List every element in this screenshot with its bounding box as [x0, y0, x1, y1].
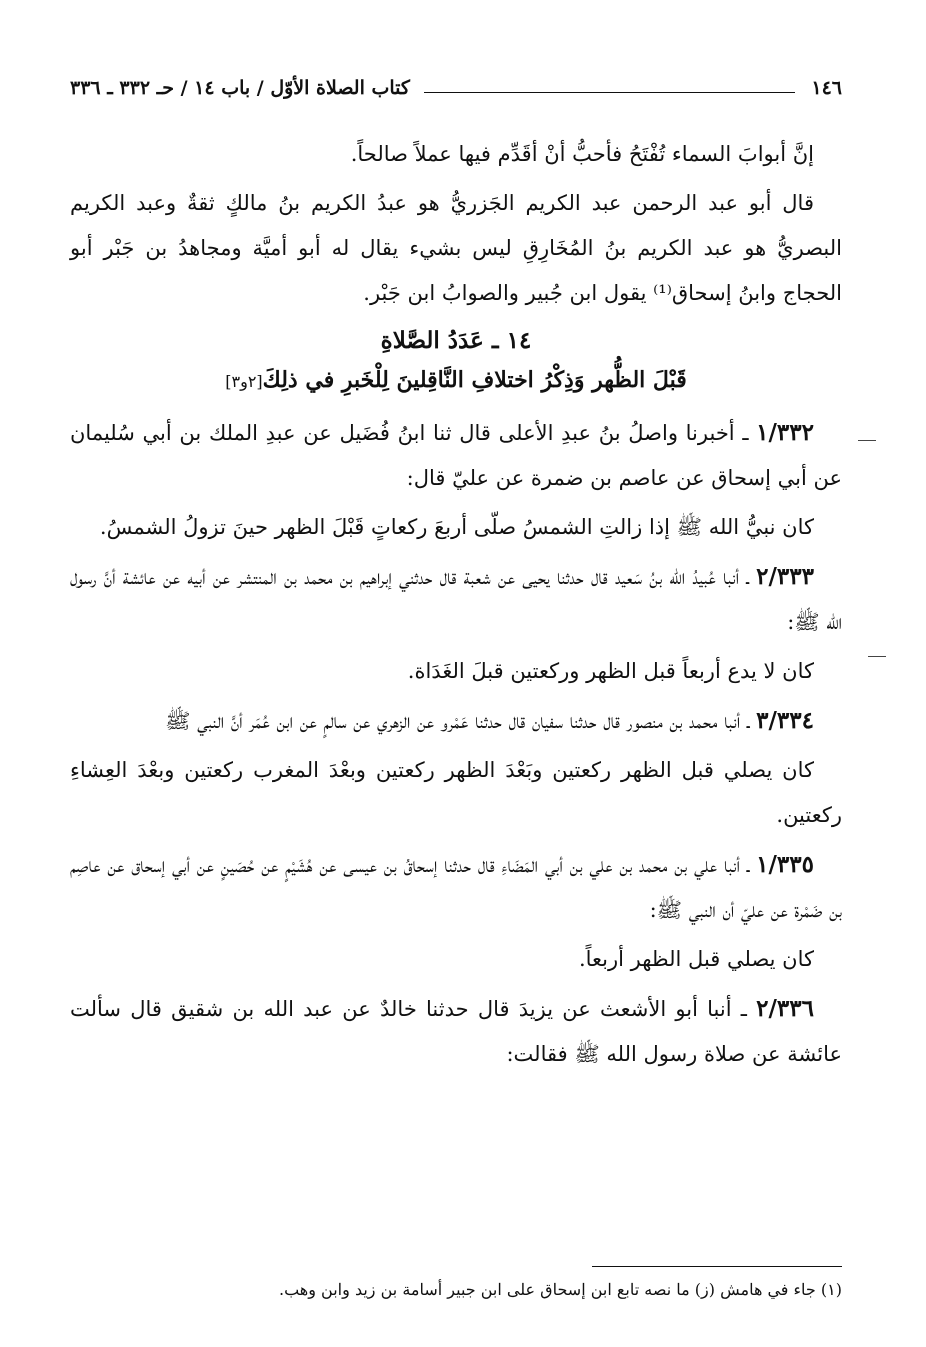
page-number: ١٤٦ [811, 77, 842, 99]
chapter-subtitle-text: قَبْلَ الظُّهر وَذِكْرُ اختلافِ النَّاقِلينَ لِلْخَبرِ في ذلِكَ [262, 367, 687, 393]
paragraph-hadith-end: إنَّ أبوابَ السماء تُفْتَحُ فأحبُّ أنْ أقَدِّم فيها عملاً صالحاً. [350, 142, 814, 166]
hadith-isnad: ـ أنبا علي بن محمد بن علي بن أبي المَضَاءِ قال حدثنا إسحاقُ بن عيسى عن هُشَيْمٍ عن حُصَينٍ عن أبي إسحاق عن عاصِم بن ضَمْرة عن عليّ أن النبي ﷺ: [70, 853, 842, 922]
hadith-334 [70, 698, 842, 744]
hadith-isnad: ـ أنبا عُبيدُ الله بنُ سَعيد قال حدثنا يحيى عن شعبة قال حدثني إبراهيم بن محمد بن المنتشر عن أبيه عن عائشة أنَّ رسول الله ﷺ: [70, 565, 842, 634]
margin-mark-1 [858, 440, 876, 441]
footnote: (١) جاء في هامش (ز) ما نصه تابع ابن إسحاق على ابن جبير أسامة بن زيد وابن وهب. [279, 1280, 842, 1299]
hadith-matn: كان يصلي قبل الظهر ركعتين وبَعْدَ الظهر ركعتين وبعْدَ المغرب ركعتين وبعْدَ العِشاءِ ركعتين. [70, 758, 842, 827]
hadith-matn: كان يصلي قبل الظهر أربعاً. [578, 947, 814, 971]
document-page [70, 70, 842, 1310]
chapter-ref: [٢و٣] [225, 372, 263, 391]
hadith-number: ٢/٣٣٣ [756, 563, 814, 590]
running-header [70, 72, 842, 104]
paragraph-commentary: قال أبو عبد الرحمن عبد الكريم الجَزريُّ هو عبدُ الكريم بنُ مالكٍ ثقةٌ وعبد الكريم البصريُّ هو عبد الكريم بنُ المُخَارِقِ ليس بشيء يقال له أبو أميَّة ومجاهدُ بن جَبْر أبو الحجاج وابنُ إسحاق⁽¹⁾ يقول ابن جُبير والصوابُ ابن جَبْر. [70, 191, 842, 305]
page-body [70, 132, 842, 1081]
hadith-matn: كان نبيُّ الله ﷺ إذا زالتِ الشمسُ صلّى أربعَ ركعاتٍ قَبْلَ الظهر حينَ تزولُ الشمسُ. [99, 515, 814, 539]
hadith-number: ١/٣٣٥ [756, 851, 814, 878]
margin-mark-2 [868, 656, 886, 657]
hadith-number: ٣/٣٣٤ [756, 707, 814, 734]
hadith-isnad: ـ أخبرنا واصلُ بنُ عبدِ الأعلى قال ثنا ابنُ فُضَيل عن عبدِ الملك بن أبي سُليمان عن أبي إسحاق عن عاصم بن ضمرة عن عليّ قال: [70, 421, 842, 490]
hadith-matn: كان لا يدع أربعاً قبل الظهر وركعتين قبلَ الغَدَاة. [407, 659, 814, 683]
running-title: كتاب الصلاة الأوّل / باب ١٤ / حـ ٣٣٢ ـ ٣٣٦ [70, 77, 410, 99]
hadith-336 [70, 986, 842, 1077]
hadith-333 [70, 554, 842, 645]
chapter-title: ١٤ ـ عَدَدُ الصَّلاةِ [380, 327, 532, 354]
chapter-subtitle [70, 360, 842, 402]
hadith-number: ١/٣٣٢ [756, 419, 814, 446]
hadith-number: ٢/٣٣٦ [756, 995, 814, 1022]
hadith-332 [70, 410, 842, 501]
hadith-isnad: ـ أنبا محمد بن منصور قال حدثنا سفيان قال حدثنا عَمْرو عن الزهري عن سالمٍ عن ابن عُمَر أنَّ النبي ﷺ [165, 709, 757, 733]
footnote-rule [592, 1266, 842, 1267]
hadith-335 [70, 842, 842, 933]
header-rule [424, 92, 795, 93]
hadith-isnad: ـ أنبا أبو الأشعث عن يزيدَ قال حدثنا خالدٌ عن عبد الله بن شقيق قال سألت عائشة عن صلاة رسول الله ﷺ فقالت: [70, 997, 842, 1066]
